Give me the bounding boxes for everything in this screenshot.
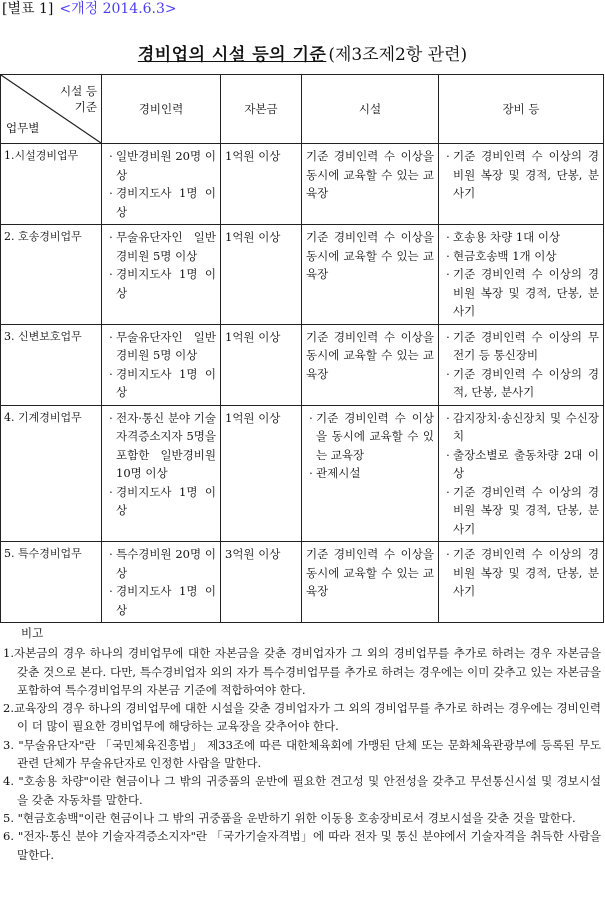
- equipment-cell: [439, 324, 604, 405]
- column-header-facility: 시설: [302, 75, 439, 144]
- appendix-label: [별표 1]: [2, 1, 54, 17]
- list-item: · 현금호송백 1개 이상: [443, 247, 599, 266]
- note-item: 1.자본금의 경우 하나의 경비업무에 대한 자본금을 갖춘 경비업자가 그 외의 경비업무를 추가로 하려는 경우 자본금을 갖춘 것으로 본다. 다만, 특수경비업자 외의 자가 특수경비업무를 추가로 하려는 경우에는 이미 갖추고 있는 자본금을 포함하여 특수경비업무의 자본금 기준에 적합하여야 한다.: [3, 646, 601, 697]
- list-item: · 경비지도사 1명 이상: [106, 365, 216, 402]
- personnel-cell: [102, 324, 221, 405]
- row-category: 3. 신변보호업무: [1, 324, 102, 405]
- note-item: 4. "호송용 차량"이란 현금이나 그 밖의 귀중품의 운반에 필요한 견고성 및 안전성을 갖추고 무선통신시설 및 경보시설을 갖춘 자동차를 말한다.: [3, 774, 601, 807]
- list-item: · 관제시설: [306, 464, 434, 483]
- column-header-equipment: 장비 등: [439, 75, 604, 144]
- list-item: · 감지장치·송신장치 및 수신장치: [443, 409, 599, 446]
- table-row: [1, 324, 604, 405]
- title-sub: (제3조제2항 관련): [328, 45, 468, 65]
- corner-header-cell: [1, 75, 102, 144]
- note-item: 6. "전자·통신 분야 기술자격증소지자"란 「국가기술자격법」에 따라 전자 및 통신 분야에서 기술자격을 취득한 사람을 말한다.: [3, 829, 601, 862]
- list-item: · 경비지도사 1명 이상: [106, 483, 216, 520]
- table-row: [1, 144, 604, 225]
- capital-cell: 1억원 이상: [221, 324, 302, 405]
- amendment-note: <개정 2014.6.3>: [59, 1, 177, 17]
- personnel-cell: [102, 405, 221, 542]
- note-item: 2.교육장의 경우 하나의 경비업무에 대한 시설을 갖춘 경비업자가 그 외의 경비업무를 추가로 하려는 경우에는 경비인력이 더 많이 필요한 경비업무에 해당하는 교육장을 갖추어야 한다.: [3, 701, 601, 734]
- equipment-cell: [439, 405, 604, 542]
- row-category: 2. 호송경비업무: [1, 225, 102, 325]
- page-title: [0, 40, 605, 65]
- note-item: 3. "무술유단자"란 「국민체육진흥법」 제33조에 따른 대한체육회에 가맹된 단체 또는 문화체육관광부에 등록된 무도 관련 단체가 무술유단자로 인정한 사람을 말한다.: [3, 737, 601, 771]
- document-header: [2, 0, 177, 18]
- list-item: · 호송용 차량 1대 이상: [443, 228, 599, 247]
- facility-cell: 기준 경비인력 수 이상을 동시에 교육할 수 있는 교육장: [302, 542, 439, 623]
- note-item: 5. "현금호송백"이란 현금이나 그 밖의 귀중품을 운반하기 위한 이동용 호송장비로서 경보시설을 갖춘 것을 말한다.: [3, 810, 576, 825]
- facility-cell: 기준 경비인력 수 이상을 동시에 교육할 수 있는 교육장: [302, 144, 439, 225]
- capital-cell: 1억원 이상: [221, 144, 302, 225]
- list-item: · 경비지도사 1명 이상: [106, 582, 216, 619]
- column-header-capital: 자본금: [221, 75, 302, 144]
- row-category: 4. 기계경비업무: [1, 405, 102, 542]
- corner-top-label: 시설 등 기준: [60, 84, 97, 114]
- personnel-cell: [102, 225, 221, 325]
- table-row: [1, 405, 604, 542]
- personnel-cell: [102, 542, 221, 623]
- personnel-cell: [102, 144, 221, 225]
- list-item: · 경비지도사 1명 이상: [106, 265, 216, 302]
- list-item: · 기준 경비인력 수 이상을 동시에 교육할 수 있는 교육장: [306, 409, 434, 465]
- list-item: · 무술유단자인 일반경비원 5명 이상: [106, 228, 216, 265]
- capital-cell: 3억원 이상: [221, 542, 302, 623]
- list-item: · 기준 경비인력 수 이상의 무전기 등 통신장비: [443, 328, 599, 365]
- list-item: · 기준 경비인력 수 이상의 경적, 단봉, 분사기: [443, 365, 599, 402]
- list-item: · 무술유단자인 일반경비원 5명 이상: [106, 328, 216, 365]
- equipment-cell: [439, 225, 604, 325]
- list-item: · 전자·통신 분야 기술자격증소지자 5명을 포함한 일반경비원 10명 이상: [106, 409, 216, 483]
- equipment-cell: [439, 542, 604, 623]
- facility-cell: 기준 경비인력 수 이상을 동시에 교육할 수 있는 교육장: [302, 324, 439, 405]
- list-item: · 출장소별로 출동차량 2대 이상: [443, 446, 599, 483]
- table-row: [1, 225, 604, 325]
- list-item: · 일반경비원 20명 이상: [106, 147, 216, 184]
- list-item: · 특수경비원 20명 이상: [106, 545, 216, 582]
- list-item: · 기준 경비인력 수 이상의 경비원 복장 및 경적, 단봉, 분사기: [443, 265, 599, 321]
- row-category: 1.시설경비업무: [1, 144, 102, 225]
- standards-table: [0, 74, 604, 623]
- notes-heading: 비고: [21, 626, 44, 640]
- facility-cell: [302, 405, 439, 542]
- table-row: [1, 542, 604, 623]
- list-item: · 경비지도사 1명 이상: [106, 184, 216, 221]
- list-item: · 기준 경비인력 수 이상의 경비원 복장 및 경적, 단봉, 분사기: [443, 147, 599, 203]
- capital-cell: 1억원 이상: [221, 225, 302, 325]
- list-item: · 기준 경비인력 수 이상의 경비원 복장 및 경적, 단봉, 분사기: [443, 483, 599, 539]
- column-header-personnel: 경비인력: [102, 75, 221, 144]
- equipment-cell: [439, 144, 604, 225]
- facility-cell: 기준 경비인력 수 이상을 동시에 교육할 수 있는 교육장: [302, 225, 439, 325]
- title-main: 경비업의 시설 등의 기준: [137, 45, 327, 65]
- notes-section: [3, 624, 601, 864]
- table-header-row: [1, 75, 604, 144]
- capital-cell: 1억원 이상: [221, 405, 302, 542]
- list-item: · 기준 경비인력 수 이상의 경비원 복장 및 경적, 단봉, 분사기: [443, 545, 599, 601]
- row-category: 5. 특수경비업무: [1, 542, 102, 623]
- corner-bottom-label: 업무별: [6, 121, 40, 135]
